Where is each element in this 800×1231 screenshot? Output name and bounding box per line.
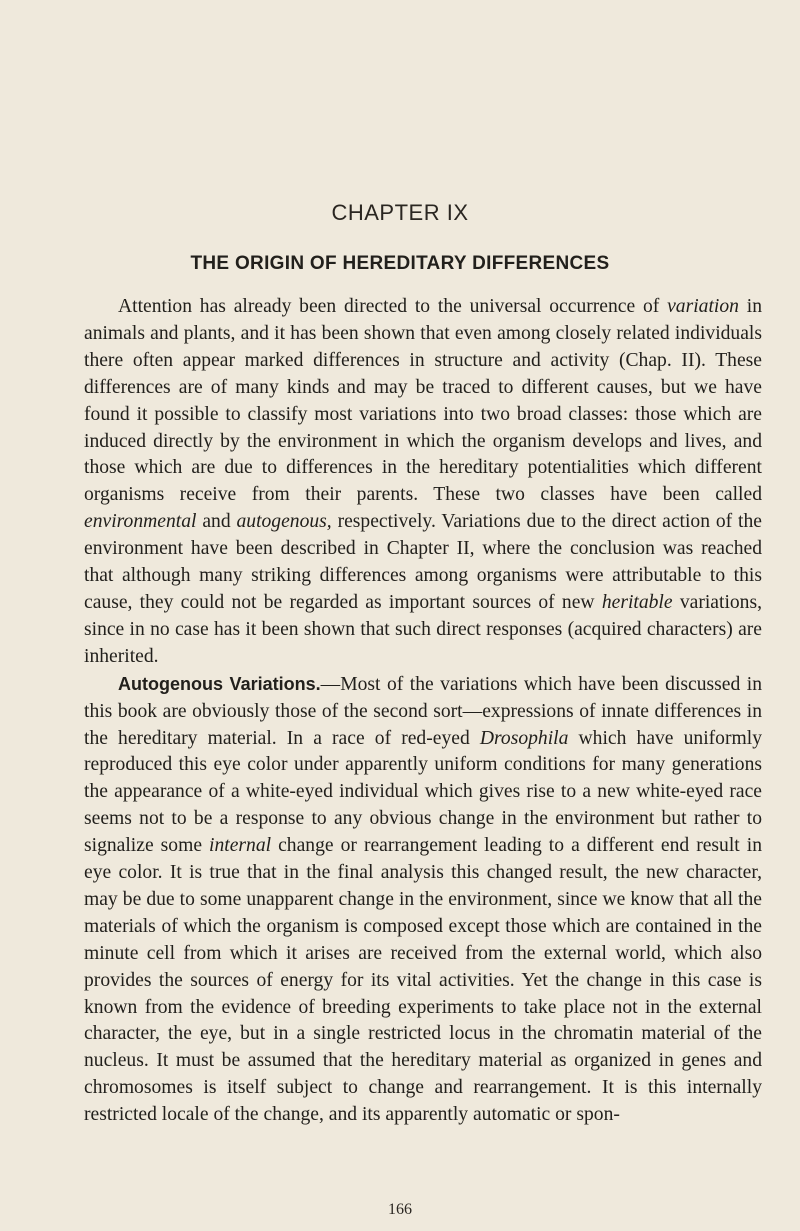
text-run: in animals and plants, and it has been shown that even among closely related individuals there often appear marked differences in structure and activity (Chap. II). These differences are of many kinds and may be traced to different causes, but we have found it possible to classify most variations into two broad classes: those which are induced directly by the environment in which the organism develops and lives, and those which are due to differences in the hereditary potentialities which different organisms receive from their parents. These two classes have been called: [84, 296, 762, 506]
paragraph-autogenous-variations: [84, 671, 762, 1129]
italic-term-internal: internal: [209, 835, 272, 857]
italic-term-heritable: heritable: [601, 591, 673, 613]
text-run: which have uniformly reproduced this eye color under apparently uniform conditions for many generations the appearance of a white-eyed individual which gives rise to a new white-eyed race seems not to be a response to any obvious change in the environment but rather to signalize some: [84, 727, 762, 857]
text-run: respectively. Variations due to the direct action of the environment have been described in Chapter II, where the conclusion was reached that although many striking differences among organisms were attributable to this cause, they could not be regarded as important sources of new: [84, 511, 762, 613]
section-heading-autogenous-variations: Autogenous Variations.: [118, 673, 321, 694]
italic-term-autogenous: autogenous,: [236, 511, 332, 533]
italic-term-drosophila: Drosophila: [479, 727, 569, 749]
text-run: variations, since in no case has it been shown that such direct responses (acquired characters) are inherited.: [84, 591, 763, 667]
italic-term-variation: variation: [667, 296, 739, 317]
chapter-number: CHAPTER IX: [331, 200, 469, 225]
chapter-body: [84, 294, 762, 1129]
italic-term-environmental: environmental: [84, 511, 197, 533]
chapter-title: THE ORIGIN OF HEREDITARY DIFFERENCES: [190, 253, 610, 274]
text-run: Attention has already been directed to the universal occurrence of: [118, 296, 668, 317]
text-run: and: [196, 511, 237, 533]
page-number: 166: [388, 1201, 412, 1218]
text-run: —Most of the variations which have been discussed in this book are obviously those of the second sort—expressions of innate differences in the hereditary material. In a race of red-eyed: [84, 673, 763, 749]
text-run: change or rearrangement leading to a different end result in eye color. It is true that in the final analysis this changed result, the new character, may be due to some unapparent change in the environment, since we know that all the materials of which the organism is composed except those which are contained in the minute cell from which it arises are received from the external world, which also provides the sources of energy for its vital activities. Yet the change in this case is known from the evidence of breeding experiments to take place not in the external character, the eye, but in a single restricted locus in the chromatin material of the nucleus. It must be assumed that the hereditary material as organized in genes and chromosomes is itself subject to change and rearrangement. It is this internally restricted locale of the change, and its apparently automatic or spon-: [84, 835, 763, 1126]
paragraph-variation-intro: [84, 294, 762, 671]
